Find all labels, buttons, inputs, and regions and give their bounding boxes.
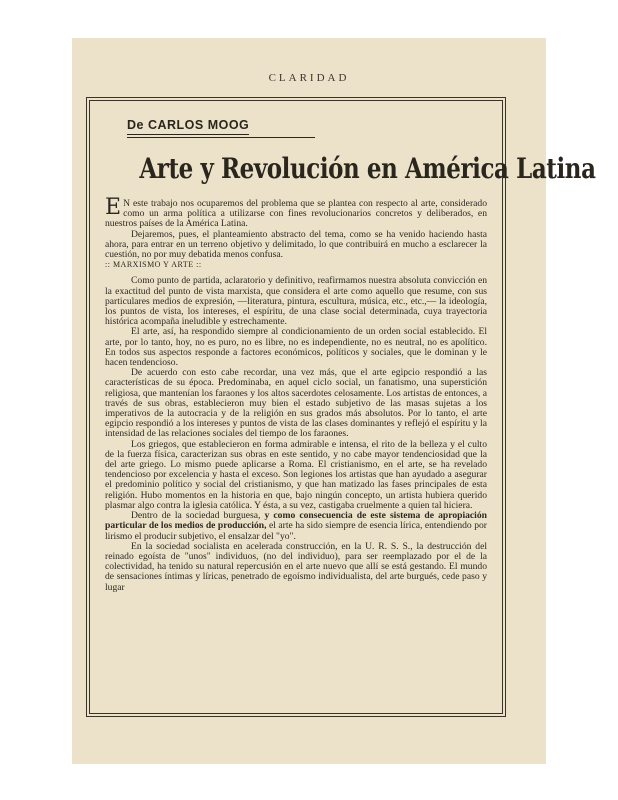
article-body [105,195,487,593]
article-content [105,116,596,593]
paragraph-3: De acuerdo con esto cabe recordar, una vez más, que el arte egipcio respondió a las características de su época. Predominaba, en aquel ciclo social, un fanatismo, una superstición religiosa, que mantenían los faraones y los altos sacerdotes celosamente. Los artistas de entonces, a través de sus obras, establecieron muy bien el estado subjetivo de las masas sujetas a los imperativos de la autocracia y de la religión en sus grados más absolutos. Por lo tanto, el arte egipcio respondió a los intereses y puntos de vista de las clases dominantes y reflejó el espíritu y la intensidad de las relaciones sociales del tiempo de los faraones. [105,367,487,440]
intro-paragraph-2: Dejaremos, pues, el planteamiento abstracto del tema, como se ha venido haciendo hasta ahora, para entrar en un terreno objetivo y delimitado, lo que contribuirá en mucho a esclarecer la cuestión, no por muy debatida menos confusa. [105,228,487,261]
byline-underline [127,137,315,138]
paragraph-1: Como punto de partida, aclaratorio y definitivo, reafirmamos nuestra absoluta convicción en la exactitud del punto de vista marxista, que considera el arte como aquello que resume, con sus particulares medios de expresión, —literatura, pintura, escultura, música, etc., etc.,— la ideología, los puntos de vista, los intereses, el espíritu, de una clase social determinada, cuya trayectoria histórica acompaña ineludible y estrechamente. [105,275,487,328]
section-heading: :: MARXISMO Y ARTE :: [105,260,202,270]
paragraph-5-part-a: Dentro de la sociedad burguesa, [131,510,265,522]
paragraph-5-part-b: el arte ha sido siempre de esencia lírica, entendiendo por lirismo el producir subjetivo, el ensalzar del "yo". [105,520,487,542]
drop-cap: E [105,195,122,220]
magazine-page [72,38,596,764]
intro-paragraph-1 [105,195,487,230]
paragraph-2: El arte, así, ha respondido siempre al condicionamiento de un orden social establecido. El arte, por lo tanto, hoy, no es puro, no es libre, no es independiente, no es neutral, no es apolítico. En todos sus aspectos responde a factores económicos, políticos y sociales, que le dominan y le hacen tendencioso. [105,326,487,369]
paragraph-4: Los griegos, que establecieron en forma admirable e intensa, el rito de la belleza y el culto de la fuerza física, caracterizan sus obras en este sentido, y no cabe mayor tendenciosidad que la del arte griego. Lo mismo puede aplicarse a Roma. El cristianismo, en el arte, se ha revelado tendencioso por excelencia y hasta el exceso. Son legiones los artistas que han ayudado a asegurar el predominio político y social del cristianismo, y que han matizado las fases principales de esta religión. Hubo momentos en la historia en que, bajo ningún concepto, un artista hubiera querido plasmar algo contra la iglesia católica. Y ésta, a su vez, castigaba cruelmente a quien tal hiciera. [105,438,487,511]
paragraph-6: En la sociedad socialista en acelerada construcción, en la U. R. S. S., la destrucción del reinado egoísta de "unos" individuos, (no del individuo), para ser reemplazado por el de la colectividad, ha tenido su natural repercusión en el arte nuevo que allí se está gestando. El mundo de sensaciones íntimas y líricas, penetrado de egoísmo individualista, del arte burgués, cede paso y lugar [105,540,487,593]
running-header: CLARIDAD [268,72,350,84]
byline-block [127,116,487,138]
article-frame [86,97,596,717]
author-byline: De CARLOS MOOG [127,118,249,135]
paragraph-5-bold: y como consecuencia de este sistema de apropiación particular de los medios de producción, [105,510,487,532]
paragraph-5 [105,511,487,542]
intro-paragraph-1-text: N este trabajo nos ocuparemos del problema que se plantea con respecto al arte, considerado como un arma política a utilizarse con fines revolucionarios concretos y deliberados, en nuestros países de la América Latina. [105,198,487,230]
article-title: Arte y Revolución en América Latina [139,152,596,185]
